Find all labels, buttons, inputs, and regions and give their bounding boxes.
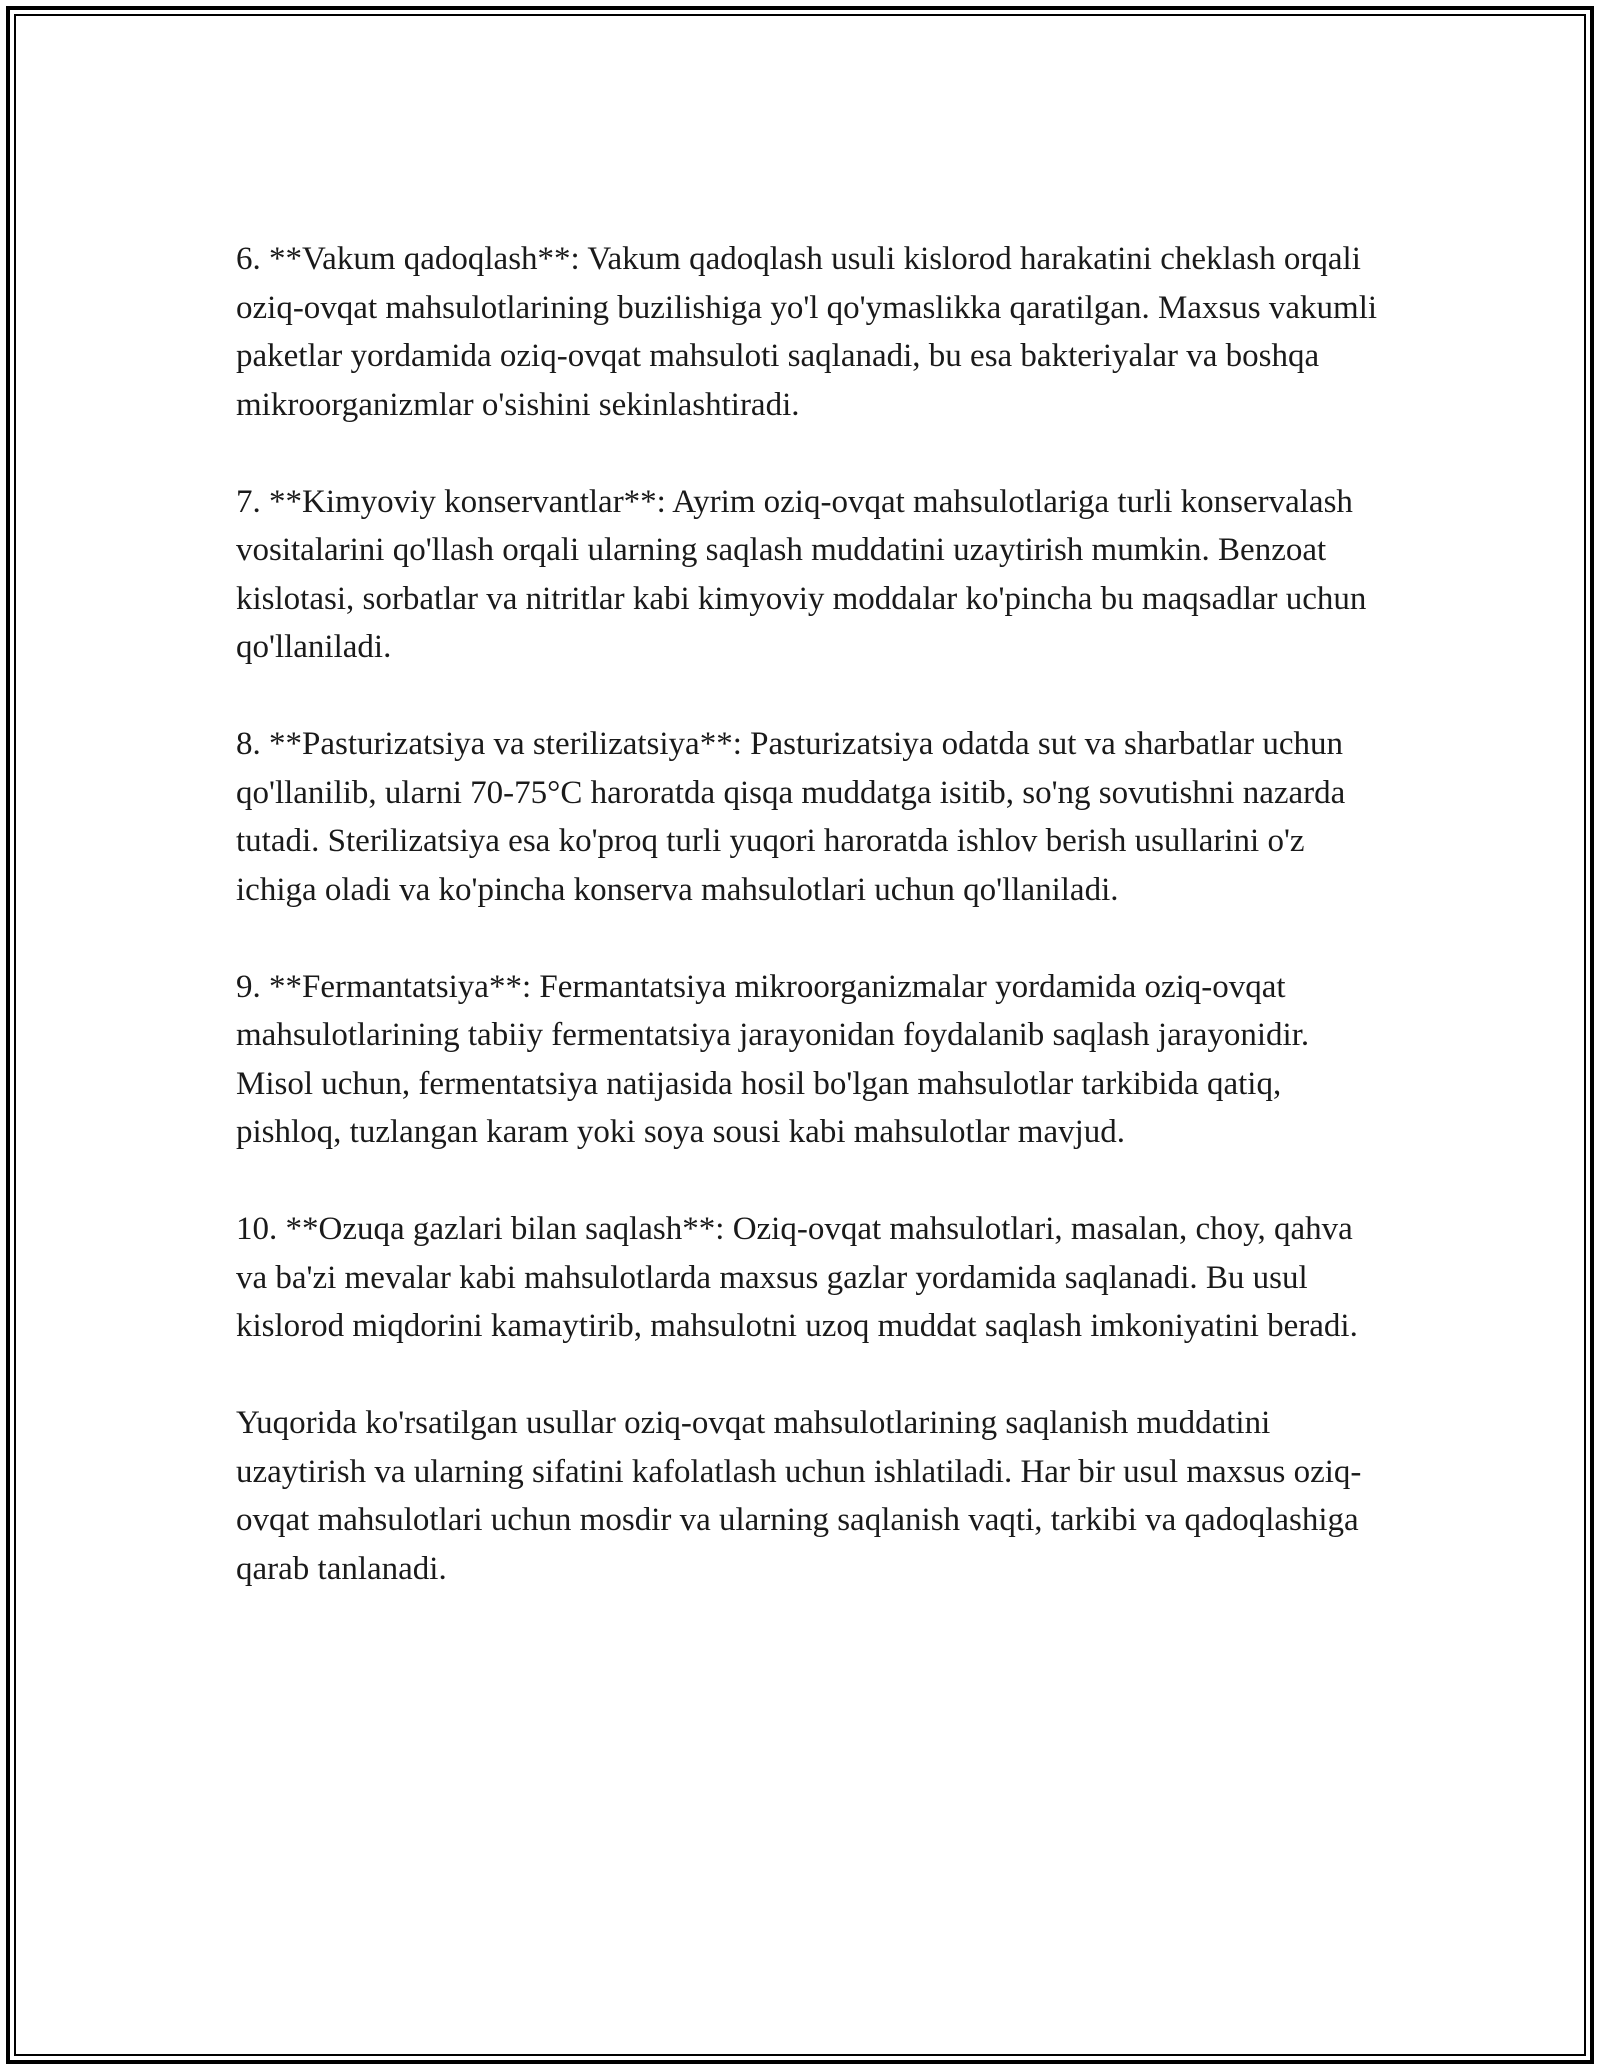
paragraph-conclusion: Yuqorida ko'rsatilgan usullar oziq-ovqat mahsulotlarining saqlanish muddatini uzaytirish va ularning sifatini kafolatlash uchun ishlatiladi. Har bir usul maxsus oziq-ovqat mahsulotlari uchun mosdir va ularning saqlanish vaqti, tarkibi va qadoqlashiga qarab tanlanadi.: [236, 1405, 1362, 1587]
paragraph-ozuqa-gazlari: 10. **Ozuqa gazlari bilan saqlash**: Oziq-ovqat mahsulotlari, masalan, choy, qahva va ba'zi mevalar kabi mahsulotlarda maxsus gazlar yordamida saqlanadi. Bu usul kislorod miqdorini kamaytirib, mahsulotni uzoq muddat saqlash imkoniyatini beradi.: [236, 1211, 1358, 1344]
paragraph-kimyoviy-konservantlar: 7. **Kimyoviy konservantlar**: Ayrim oziq-ovqat mahsulotlariga turli konservalash vositalarini qo'llash orqali ularning saqlash muddatini uzaytirish mumkin. Benzoat kislotasi, sorbatlar va nitritlar kabi kimyoviy moddalar ko'pincha bu maqsadlar uchun qo'llaniladi.: [236, 483, 1367, 665]
paragraph-fermantatsiya: 9. **Fermantatsiya**: Fermantatsiya mikroorganizmalar yordamida oziq-ovqat mahsulotlarining tabiiy fermentatsiya jarayonidan foydalanib saqlash jarayonidir. Misol uchun, fermentatsiya natijasida hosil bo'lgan mahsulotlar tarkibida qatiq, pishloq, tuzlangan karam yoki soya sousi kabi mahsulotlar mavjud.: [236, 968, 1310, 1150]
paragraph-pasturizatsiya: 8. **Pasturizatsiya va sterilizatsiya**: Pasturizatsiya odatda sut va sharbatlar uchun qo'llanilib, ularni 70-75°C haroratda qisqa muddatga isitib, so'ng sovutishni nazarda tutadi. Sterilizatsiya esa ko'proq turli yuqori haroratda ishlov berish usullarini o'z ichiga oladi va ko'pincha konserva mahsulotlari uchun qo'llaniladi.: [236, 726, 1346, 908]
paragraph-vakum-qadoqlash: 6. **Vakum qadoqlash**: Vakum qadoqlash usuli kislorod harakatini cheklash orqali oziq-ovqat mahsulotlarining buzilishiga yo'l qo'ymaslikka qaratilgan. Maxsus vakumli paketlar yordamida oziq-ovqat mahsuloti saqlanadi, bu esa bakteriyalar va boshqa mikroorganizmlar o'sishini sekinlashtiradi.: [236, 241, 1378, 423]
document-body: [236, 235, 1386, 1593]
